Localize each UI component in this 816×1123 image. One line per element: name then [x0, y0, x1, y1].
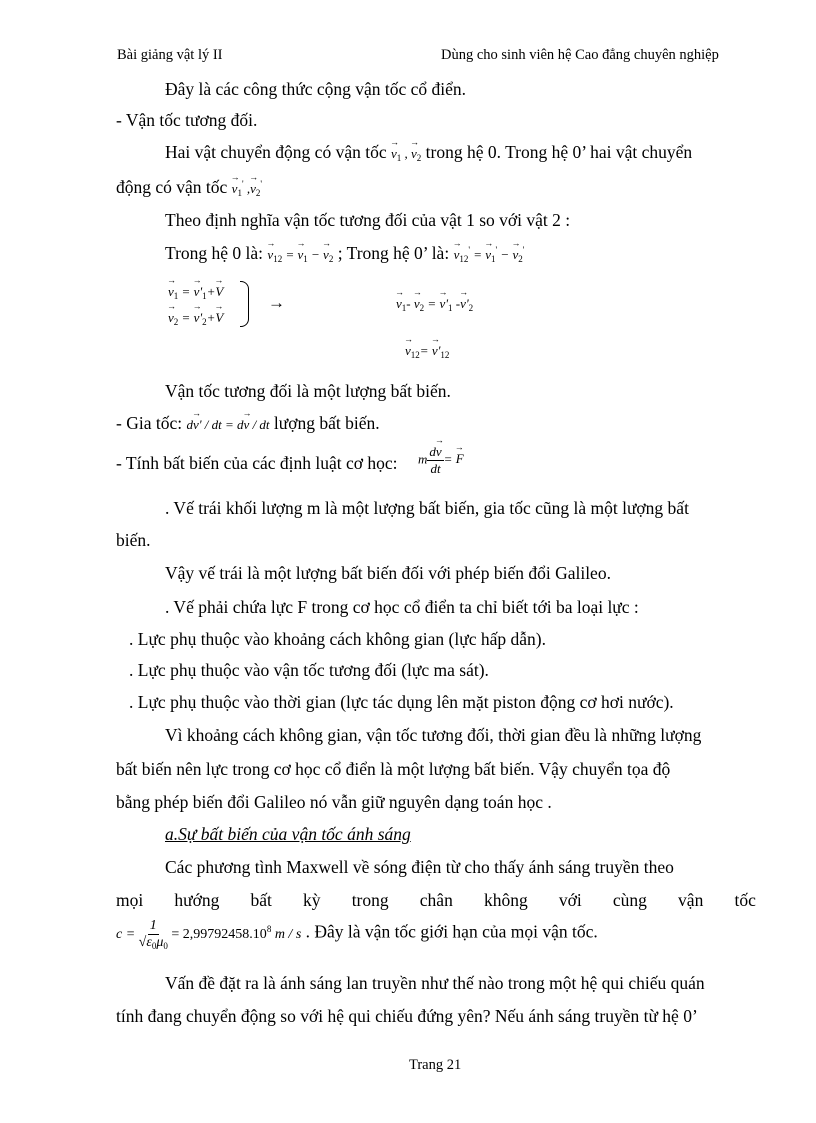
line-acceleration [116, 413, 380, 434]
math-c: c = $\frac{1}{√\varepsilon_0\mu_0}$ = $2,99792458.10^8$ m / s [116, 918, 302, 951]
line-left-side-cont: biến. [116, 530, 151, 550]
line-galileo: Vậy vế trái là một lượng bất biến đối với phép biến đổi Galileo. [165, 563, 611, 583]
word: vận [678, 890, 704, 910]
text-segment: - Gia tốc: [116, 413, 183, 433]
word: cùng [612, 890, 647, 910]
line-question: Vấn đề đặt ra là ánh sáng lan truyền như thế nào trong một hệ qui chiếu quán [165, 973, 705, 993]
text-segment: . Đây là vận tốc giới hạn của mọi vận tốc. [305, 921, 598, 942]
line-force-velocity: . Lực phụ thuộc vào vận tốc tương đối (lực ma sát). [129, 660, 489, 680]
line-definition: Theo định nghĩa vận tốc tương đối của vật 1 so với vật 2 : [165, 210, 571, 230]
word: chân [419, 890, 453, 910]
word: với [558, 890, 582, 910]
math-v1-v2: → $v_1$ , → $v_2$ [391, 146, 421, 161]
text-segment: Trong hệ 0 là: [165, 243, 264, 263]
line-directions [116, 890, 756, 911]
line-because: Vì khoảng cách không gian, vận tốc tương đối, thời gian đều là những lượng [165, 725, 702, 745]
text-segment: lượng bất biến. [273, 413, 380, 433]
line-speed-of-light [116, 918, 598, 951]
header-left: Bài giảng vật lý II [117, 47, 223, 63]
word: bất [250, 890, 272, 910]
line-force-distance: . Lực phụ thuộc vào khoảng cách không gian (lực hấp dẫn). [129, 629, 546, 649]
line-left-side: . Vế trái khối lượng m là một lượng bất biến, gia tốc cũng là một lượng bất [165, 498, 689, 518]
word: mọi [116, 890, 144, 910]
word: kỳ [303, 890, 321, 910]
math-v12-prime: → $v_{12}'$ = → $v_1'$ − → $v_2'$ [454, 247, 525, 262]
text-segment: Hai vật chuyển động có vận tốc [165, 142, 387, 162]
math-eq-v1: → $v_1$ = → $v'_1+\to V$ [168, 284, 223, 301]
line-maxwell: Các phương tình Maxwell về sóng điện từ cho thấy ánh sáng truyền theo [165, 857, 674, 877]
header-right: Dùng cho sinh viên hệ Cao đẳng chuyên nghiệp [441, 47, 719, 63]
math-accel: d→ v' / dt = d→ v / dt [186, 417, 269, 432]
line-mechanics-laws: - Tính bất biến của các định luật cơ học: [116, 453, 398, 473]
page-number: Trang 21 [409, 1057, 462, 1073]
math-c-value: = 2,99792458.10 [171, 926, 267, 942]
text-segment: động có vận tốc [116, 177, 228, 197]
math-c-exp: 8 [266, 923, 272, 934]
line-question-cont: tính đang chuyển động so với hệ qui chiếu đứng yên? Nếu ánh sáng truyền từ hệ 0’ [116, 1006, 698, 1026]
math-v1p-v2p: → $v_1'$ ,→ $v_2'$ [232, 181, 262, 196]
line-right-side: . Vế phải chứa lực F trong cơ học cổ điển ta chỉ biết tới ba loại lực : [165, 597, 639, 617]
math-result: → $v_{12}= \to v'_{12}$ [405, 343, 449, 360]
text-segment: ; Trong hệ 0’ là: [337, 243, 450, 263]
word: hướng [174, 890, 220, 910]
brace [240, 281, 249, 327]
math-c-unit: m / s [274, 926, 302, 942]
word: không [483, 890, 528, 910]
math-eq-v2: → $v_2$ = → $v'_2+\to V$ [168, 310, 223, 327]
word: tốc [734, 890, 756, 910]
line-velocities-prime [116, 177, 262, 198]
text-segment: trong hệ 0. Trong hệ 0’ hai vật chuyển [425, 142, 693, 162]
line-frames [165, 243, 524, 264]
line-classical-formulas: Đây là các công thức cộng vận tốc cổ điển. [165, 79, 467, 99]
line-because-cont: bất biến nên lực trong cơ học cổ điển là một lượng bất biến. Vậy chuyển tọa độ [116, 759, 671, 779]
math-diff: → $v_1- \to v_2$ = → $v'_1 -\to v'_2$ [396, 296, 473, 313]
line-because-end: bằng phép biến đổi Galileo nó vẫn giữ nguyên dạng toán học . [116, 792, 552, 812]
section-heading: a.Sự bất biến của vận tốc ánh sáng [165, 824, 411, 844]
math-v12: → $v_{12}$ = → $v_1$ − → $v_2$ [267, 247, 333, 262]
line-relative-velocity: - Vận tốc tương đối. [116, 110, 258, 130]
arrow-icon: → [268, 293, 285, 312]
word: trong [351, 890, 389, 910]
line-two-bodies [165, 142, 692, 163]
line-force-time: . Lực phụ thuộc vào thời gian (lực tác dụng lên mặt piston động cơ hơi nước). [129, 692, 674, 712]
line-invariant: Vận tốc tương đối là một lượng bất biến. [165, 381, 451, 401]
math-newton: m $\frac{d\to v}{dt}$ = → F [418, 444, 464, 477]
